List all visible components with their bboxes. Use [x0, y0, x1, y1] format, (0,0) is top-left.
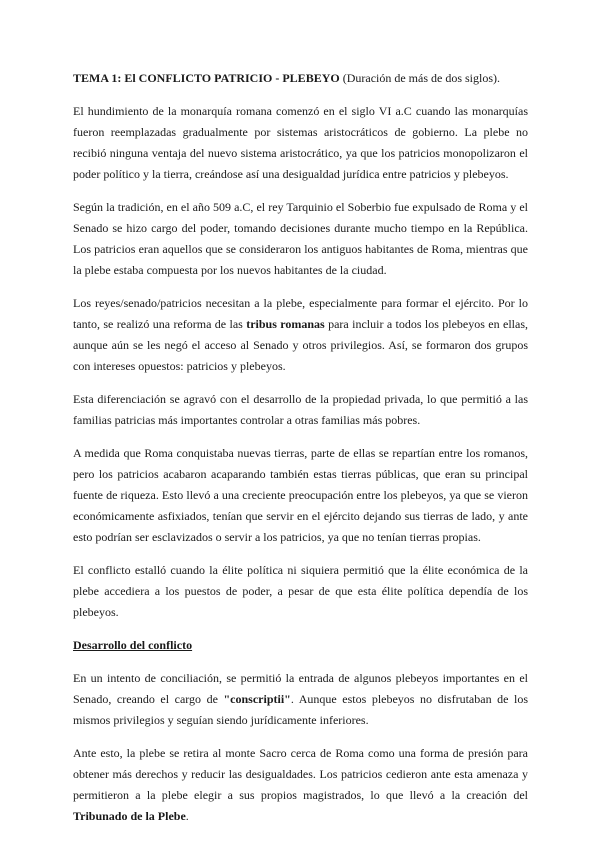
paragraph-3-text-after: para incluir a todos los plebeyos en ellas, aunque aún se les negó el acceso al Senado y otros privilegios. Así, se formaron dos grupos con intereses opuestos: patricios y plebeyos.	[73, 317, 528, 373]
paragraph-6: El conflicto estalló cuando la élite política ni siquiera permitió que la élite económica de la plebe accediera a los puestos de poder, a pesar de que esta élite política dependía de los plebeyos.	[73, 563, 528, 619]
title-bold: TEMA 1: El CONFLICTO PATRICIO - PLEBEYO	[73, 71, 340, 85]
title-subtitle: (Duración de más de dos siglos).	[339, 71, 501, 85]
paragraph-8-text-after: .	[185, 809, 189, 823]
paragraph-7-text-before: En un intento de conciliación, se permitió la entrada de algunos plebeyos importantes en el Senado, creando el cargo de	[73, 671, 528, 706]
document-page	[73, 68, 528, 839]
paragraph-8	[73, 743, 528, 827]
paragraph-4: Esta diferenciación se agravó con el desarrollo de la propiedad privada, lo que permitió a las familias patricias más importantes controlar a otras familias más pobres.	[73, 392, 528, 427]
section-heading: Desarrollo del conflicto	[73, 638, 193, 652]
document-title	[73, 68, 528, 89]
paragraph-1: El hundimiento de la monarquía romana comenzó en el siglo VI a.C cuando las monarquías fueron reemplazadas gradualmente por sistemas aristocráticos de gobierno. La plebe no recibió ninguna ventaja del nuevo sistema aristocrático, ya que los patricios monopolizaron el poder político y la tierra, creándose así una desigualdad jurídica entre patricios y plebeyos.	[73, 104, 528, 181]
paragraph-7-text-after: . Aunque estos plebeyos no disfrutaban de los mismos privilegios y seguían siendo jurídicamente inferiores.	[73, 692, 529, 727]
paragraph-7-emphasis: "conscriptii"	[223, 692, 291, 706]
paragraph-3-emphasis: tribus romanas	[246, 317, 325, 331]
paragraph-3	[73, 293, 528, 377]
paragraph-8-text-before: Ante esto, la plebe se retira al monte Sacro cerca de Roma como una forma de presión para obtener más derechos y reducir las desigualdades. Los patricios cedieron ante esta amenaza y permitieron a la plebe elegir a sus propios magistrados, lo que llevó a la creación del	[73, 746, 528, 802]
paragraph-5: A medida que Roma conquistaba nuevas tierras, parte de ellas se repartían entre los romanos, pero los patricios acabaron acaparando también estas tierras públicas, que eran su principal fuente de riqueza. Esto llevó a una creciente preocupación entre los plebeyos, ya que se vieron económicamente asfixiados, tenían que servir en el ejército dejando sus tierras de lado, y ante esto podrían ser esclavizados o servir a los patricios, ya que no tenían tierras propias.	[73, 446, 528, 544]
paragraph-2: Según la tradición, en el año 509 a.C, el rey Tarquinio el Soberbio fue expulsado de Roma y el Senado se hizo cargo del poder, tomando decisiones durante mucho tiempo en la República. Los patricios eran aquellos que se consideraron los antiguos habitantes de Roma, mientras que la plebe estaba compuesta por los nuevos habitantes de la ciudad.	[73, 200, 528, 277]
paragraph-3-text-before: Los reyes/senado/patricios necesitan a la plebe, especialmente para formar el ejército. Por lo tanto, se realizó una reforma de las	[73, 296, 528, 331]
paragraph-8-emphasis: Tribunado de la Plebe	[73, 809, 186, 823]
paragraph-7	[73, 668, 528, 731]
